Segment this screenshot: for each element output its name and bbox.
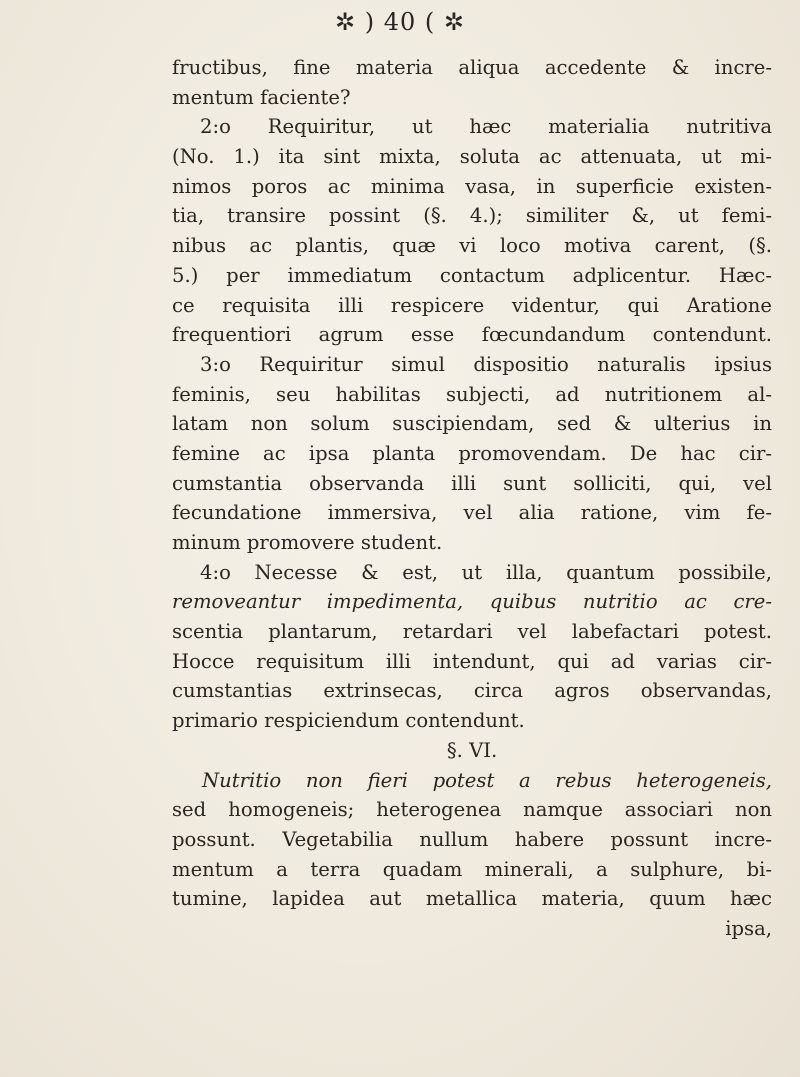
text-line: tumine, lapidea aut metallica materia, quum hæc bbox=[172, 887, 772, 911]
text-line: frequentiori agrum esse fœcundandum contendunt. bbox=[172, 323, 772, 347]
text-line: 3:o Requiritur simul dispositio naturalis ipsius bbox=[200, 352, 772, 376]
text-line: cumstantias extrinsecas, circa agros observandas, bbox=[172, 679, 772, 703]
text-line: (No. 1.) ita sint mixta, soluta ac attenuata, ut mi- bbox=[172, 145, 772, 169]
text-line: mentum faciente? bbox=[172, 85, 351, 109]
text-line: fecundatione immersiva, vel alia ratione, vim fe- bbox=[172, 501, 772, 525]
text-line: femine ac ipsa planta promovendam. De hac cir- bbox=[172, 441, 772, 465]
section-heading: §. VI. bbox=[446, 738, 498, 762]
text-line: feminis, seu habilitas subjecti, ad nutritionem al- bbox=[172, 382, 772, 406]
text-line: primario respiciendum contendunt. bbox=[172, 709, 525, 733]
text-line: 2:o Requiritur, ut hæc materialia nutritiva bbox=[200, 115, 772, 139]
text-line: mentum a terra quadam minerali, a sulphure, bi- bbox=[172, 857, 772, 881]
page-header: ✲ ) 40 ( ✲ bbox=[335, 8, 465, 36]
text-line: 4:o Necesse & est, ut illa, quantum possibile, bbox=[200, 560, 772, 584]
catchword: ipsa, bbox=[725, 916, 772, 940]
text-line: fructibus, fine materia aliqua accedente & incre- bbox=[172, 56, 772, 79]
text-line: cumstantia observanda illi sunt solliciti, qui, vel bbox=[172, 471, 772, 495]
text-line: removeantur impedimenta, quibus nutritio ac cre- bbox=[172, 590, 772, 614]
body-text bbox=[172, 53, 772, 944]
text-line: ce requisita illi respicere videntur, qui Aratione bbox=[172, 293, 772, 317]
text-line: Hocce requisitum illi intendunt, qui ad varias cir- bbox=[172, 649, 772, 673]
section-lead: Nutritio non fieri potest a rebus heterogeneis, bbox=[202, 768, 772, 792]
text-line: sed homogeneis; heterogenea namque associari non bbox=[172, 798, 772, 822]
text-line: scentia plantarum, retardari vel labefactari potest. bbox=[172, 620, 772, 644]
text-line: 5.) per immediatum contactum adplicentur. Hæc- bbox=[172, 263, 772, 287]
text-line: nibus ac plantis, quæ vi loco motiva carent, (§. bbox=[172, 234, 772, 258]
text-line: possunt. Vegetabilia nullum habere possunt incre- bbox=[172, 827, 772, 851]
text-line: tia, transire possint (§. 4.); similiter &, ut femi- bbox=[172, 204, 772, 228]
text-line: latam non solum suscipiendam, sed & ulterius in bbox=[172, 412, 772, 436]
text-line: nimos poros ac minima vasa, in superficie existen- bbox=[172, 174, 772, 198]
text-line: minum promovere student. bbox=[172, 531, 443, 554]
